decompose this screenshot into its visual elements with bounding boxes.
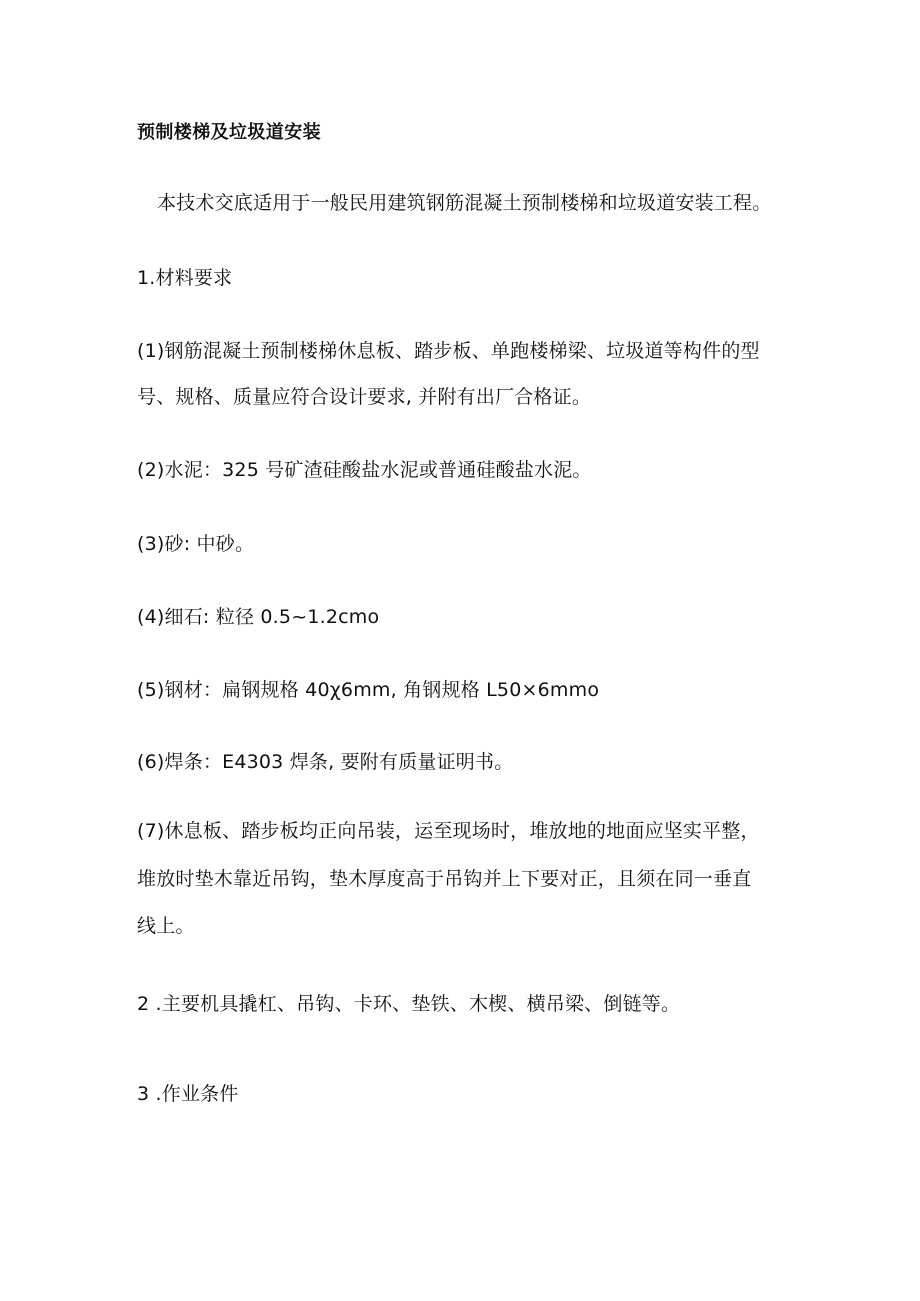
document-title: 预制楼梯及垃圾道安装 xyxy=(137,122,321,143)
section-1-heading: 1.材料要求 xyxy=(137,267,233,289)
item-7-line-2: 堆放时垫木靠近吊钩，垫木厚度高于吊钩并上下要对正，且须在同一垂直 xyxy=(137,868,752,890)
item-3: (3)砂: 中砂。 xyxy=(137,533,255,555)
item-5: (5)钢材：扁钢规格 40χ6mm, 角钢规格 L50×6mmo xyxy=(137,679,600,701)
item-1-line-2: 号、规格、质量应符合设计要求, 并附有出厂合格证。 xyxy=(137,386,592,408)
item-7-line-3: 线上。 xyxy=(137,915,195,937)
intro-paragraph: 本技术交底适用于一般民用建筑钢筋混凝土预制楼梯和垃圾道安装工程。 xyxy=(157,192,772,214)
item-7-line-1: (7)休息板、踏步板均正向吊装，运至现场时，堆放地的地面应坚实平整， xyxy=(137,820,760,842)
item-1-line-1: (1)钢筋混凝土预制楼梯休息板、踏步板、单跑楼梯梁、垃圾道等构件的型 xyxy=(137,340,760,362)
section-3-heading: 3 .作业条件 xyxy=(137,1083,239,1105)
item-4: (4)细石: 粒径 0.5~1.2cmo xyxy=(137,606,380,628)
section-2-paragraph: 2 .主要机具撬杠、吊钩、卡环、垫铁、木楔、横吊梁、倒链等。 xyxy=(137,993,681,1015)
item-2: (2)水泥：325 号矿渣硅酸盐水泥或普通硅酸盐水泥。 xyxy=(137,459,592,481)
item-6: (6)焊条：E4303 焊条, 要附有质量证明书。 xyxy=(137,751,514,773)
